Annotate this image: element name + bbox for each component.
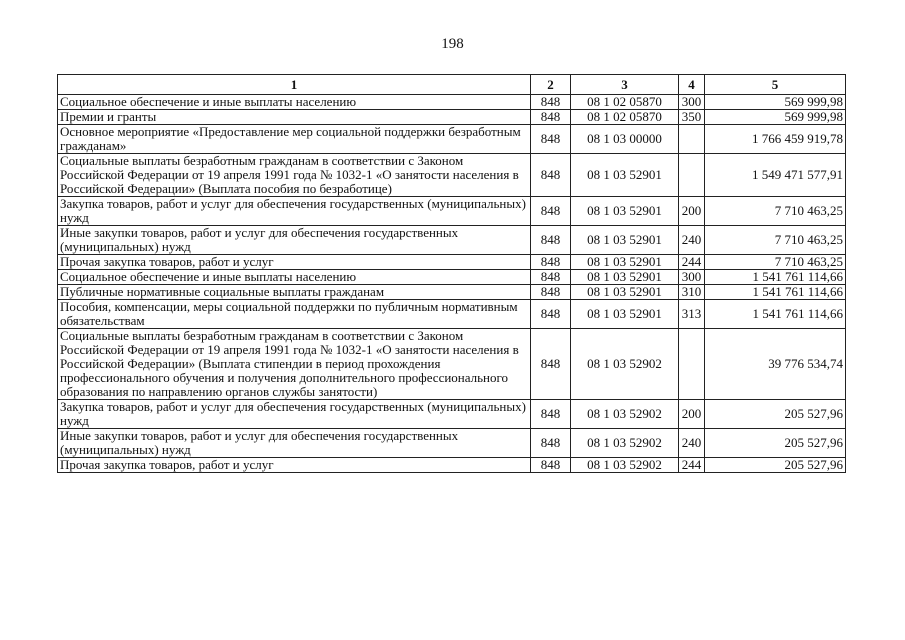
header-col-5: 5 [705, 75, 846, 95]
row-sum: 569 999,98 [705, 110, 846, 125]
row-csr-code: 08 1 03 52901 [571, 300, 679, 329]
row-sum: 1 541 761 114,66 [705, 285, 846, 300]
row-name: Пособия, компенсации, меры социальной поддержки по публичным нормативным обязательствам [58, 300, 531, 329]
row-gr-code: 848 [531, 458, 571, 473]
row-vr-code: 240 [679, 429, 705, 458]
table-row [58, 110, 846, 125]
table-row [58, 154, 846, 197]
row-vr-code [679, 329, 705, 400]
row-name: Закупка товаров, работ и услуг для обеспечения государственных (муниципальных) нужд [58, 400, 531, 429]
row-gr-code: 848 [531, 197, 571, 226]
row-csr-code: 08 1 03 00000 [571, 125, 679, 154]
row-sum: 7 710 463,25 [705, 226, 846, 255]
row-sum: 7 710 463,25 [705, 255, 846, 270]
row-sum: 39 776 534,74 [705, 329, 846, 400]
row-csr-code: 08 1 03 52901 [571, 270, 679, 285]
row-vr-code: 310 [679, 285, 705, 300]
row-sum: 205 527,96 [705, 429, 846, 458]
row-gr-code: 848 [531, 95, 571, 110]
row-sum: 1 541 761 114,66 [705, 270, 846, 285]
row-vr-code: 300 [679, 270, 705, 285]
table-row [58, 329, 846, 400]
row-csr-code: 08 1 03 52902 [571, 458, 679, 473]
page-number: 198 [441, 36, 464, 52]
row-csr-code: 08 1 03 52901 [571, 154, 679, 197]
row-csr-code: 08 1 02 05870 [571, 95, 679, 110]
row-name: Иные закупки товаров, работ и услуг для обеспечения государственных (муниципальных) нужд [58, 429, 531, 458]
table-row [58, 400, 846, 429]
row-csr-code: 08 1 02 05870 [571, 110, 679, 125]
table-row [58, 95, 846, 110]
row-vr-code: 350 [679, 110, 705, 125]
row-csr-code: 08 1 03 52902 [571, 429, 679, 458]
header-col-4: 4 [679, 75, 705, 95]
row-vr-code: 244 [679, 458, 705, 473]
row-gr-code: 848 [531, 300, 571, 329]
row-csr-code: 08 1 03 52901 [571, 285, 679, 300]
table-row [58, 270, 846, 285]
row-csr-code: 08 1 03 52902 [571, 400, 679, 429]
row-name: Премии и гранты [58, 110, 531, 125]
row-csr-code: 08 1 03 52901 [571, 226, 679, 255]
row-csr-code: 08 1 03 52901 [571, 197, 679, 226]
row-name: Социальные выплаты безработным гражданам в соответствии с Законом Российской Федерации от 19 апреля 1991 года № 1032-1 «О занятости населения в Российской Федерации» (Выплата пособия по безработице) [58, 154, 531, 197]
table-row [58, 226, 846, 255]
row-gr-code: 848 [531, 255, 571, 270]
row-name: Основное мероприятие «Предоставление мер социальной поддержки безработным гражданам» [58, 125, 531, 154]
table-body [58, 95, 846, 473]
row-vr-code [679, 154, 705, 197]
row-vr-code: 313 [679, 300, 705, 329]
row-sum: 1 541 761 114,66 [705, 300, 846, 329]
row-csr-code: 08 1 03 52902 [571, 329, 679, 400]
row-gr-code: 848 [531, 154, 571, 197]
table-row [58, 255, 846, 270]
header-col-1: 1 [58, 75, 531, 95]
row-name: Социальное обеспечение и иные выплаты населению [58, 270, 531, 285]
row-gr-code: 848 [531, 285, 571, 300]
row-sum: 7 710 463,25 [705, 197, 846, 226]
row-vr-code: 300 [679, 95, 705, 110]
row-gr-code: 848 [531, 400, 571, 429]
budget-table [57, 74, 846, 473]
row-csr-code: 08 1 03 52901 [571, 255, 679, 270]
row-name: Иные закупки товаров, работ и услуг для обеспечения государственных (муниципальных) нужд [58, 226, 531, 255]
table-row [58, 125, 846, 154]
table-header-row [58, 75, 846, 95]
row-name: Публичные нормативные социальные выплаты гражданам [58, 285, 531, 300]
row-sum: 205 527,96 [705, 458, 846, 473]
row-name: Социальные выплаты безработным гражданам в соответствии с Законом Российской Федерации от 19 апреля 1991 года № 1032-1 «О занятости населения в Российской Федерации» (Выплата стипендии в период прохождения профессионального обучения и получения дополнительного профессионального образования по направлению органов службы занятости) [58, 329, 531, 400]
row-sum: 569 999,98 [705, 95, 846, 110]
row-vr-code: 200 [679, 197, 705, 226]
header-col-2: 2 [531, 75, 571, 95]
row-name: Закупка товаров, работ и услуг для обеспечения государственных (муниципальных) нужд [58, 197, 531, 226]
table-row [58, 197, 846, 226]
row-name: Прочая закупка товаров, работ и услуг [58, 255, 531, 270]
row-gr-code: 848 [531, 270, 571, 285]
row-gr-code: 848 [531, 125, 571, 154]
table-row [58, 285, 846, 300]
header-col-3: 3 [571, 75, 679, 95]
row-sum: 1 549 471 577,91 [705, 154, 846, 197]
row-gr-code: 848 [531, 110, 571, 125]
row-vr-code: 244 [679, 255, 705, 270]
table-row [58, 429, 846, 458]
row-vr-code [679, 125, 705, 154]
row-name: Социальное обеспечение и иные выплаты населению [58, 95, 531, 110]
table-row [58, 458, 846, 473]
row-name: Прочая закупка товаров, работ и услуг [58, 458, 531, 473]
table-row [58, 300, 846, 329]
row-gr-code: 848 [531, 226, 571, 255]
row-sum: 205 527,96 [705, 400, 846, 429]
row-gr-code: 848 [531, 429, 571, 458]
row-vr-code: 200 [679, 400, 705, 429]
row-vr-code: 240 [679, 226, 705, 255]
row-sum: 1 766 459 919,78 [705, 125, 846, 154]
row-gr-code: 848 [531, 329, 571, 400]
